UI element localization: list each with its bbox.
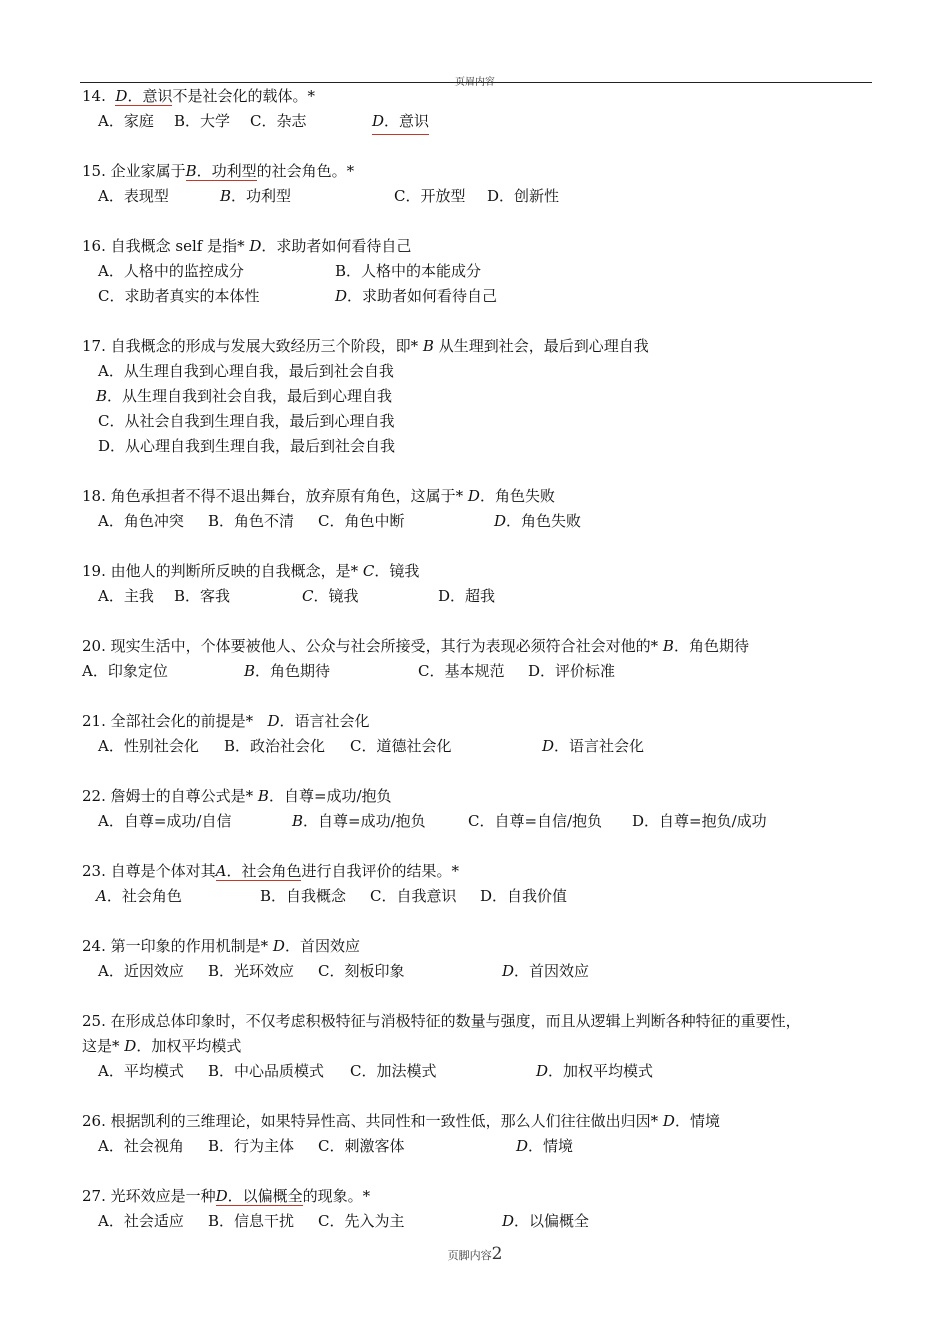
option-a: A．表现型 <box>98 187 169 205</box>
option-a: A．社会适应 <box>98 1212 184 1230</box>
header-rule <box>80 82 872 83</box>
question-stem: 20. 现实生活中，个体要被他人、公众与社会所接受，其行为表现必须符合社会对他的* B．角色期待 <box>82 637 749 655</box>
option-c-answer: C．镜我 <box>302 587 359 605</box>
question-stem: 26. 根据凯利的三维理论，如果特异性高、共同性和一致性低，那么人们往往做出归因* D．情境 <box>82 1112 720 1130</box>
question-17 <box>82 334 882 459</box>
option-c: C．自尊=自信/抱负 <box>468 812 603 830</box>
option-d: D．自我价值 <box>480 887 568 905</box>
option-a: A．平均模式 <box>98 1062 184 1080</box>
option-c: C．刺激客体 <box>318 1137 405 1155</box>
question-stem: 14. D．意识不是社会化的载体。* <box>82 87 315 105</box>
option-a: A．从生理自我到心理自我，最后到社会自我 <box>98 362 394 380</box>
option-b: B．角色不清 <box>208 512 295 530</box>
option-b: B．行为主体 <box>208 1137 295 1155</box>
option-a: A．角色冲突 <box>98 512 184 530</box>
option-a: A．人格中的监控成分 <box>98 262 244 280</box>
question-19 <box>82 559 882 609</box>
question-stem: 19. 由他人的判断所反映的自我概念，是* C．镜我 <box>82 562 420 580</box>
option-c: C．加法模式 <box>350 1062 437 1080</box>
page-footer <box>0 1244 950 1264</box>
option-b-answer: B．角色期待 <box>244 662 331 680</box>
option-c: C．基本规范 <box>418 662 505 680</box>
inline-answer: A．社会角色 <box>215 862 302 880</box>
question-stem: 15. 企业家属于B．功利型的社会角色。* <box>82 162 355 180</box>
question-15 <box>82 159 882 209</box>
option-c: C．角色中断 <box>318 512 405 530</box>
option-d-answer: D．语言社会化 <box>542 737 645 755</box>
option-b: B．大学 <box>174 112 231 130</box>
question-stem: 16. 自我概念 self 是指* D．求助者如何看待自己 <box>82 237 412 255</box>
option-b: B．客我 <box>174 587 231 605</box>
option-b: B．自我概念 <box>260 887 347 905</box>
question-20 <box>82 634 882 684</box>
option-d-answer: D．以偏概全 <box>502 1212 590 1230</box>
options-row <box>82 109 882 134</box>
options-row <box>82 1134 882 1159</box>
options-row <box>82 584 882 609</box>
option-d-answer: D．情境 <box>516 1137 574 1155</box>
option-d: D．从心理自我到生理自我，最后到社会自我 <box>98 437 396 455</box>
options-row <box>82 509 882 534</box>
option-a-answer: A．社会角色 <box>96 887 182 905</box>
option-c: C．开放型 <box>394 187 466 205</box>
question-stem: 22. 詹姆士的自尊公式是* B．自尊=成功/抱负 <box>82 787 392 805</box>
options-row <box>82 1209 882 1234</box>
question-stem: 25. 在形成总体印象时，不仅考虑积极特征与消极特征的数量与强度，而且从逻辑上判断各种特征的重要性， <box>82 1012 801 1030</box>
question-stem: 17. 自我概念的形成与发展大致经历三个阶段，即* B 从生理到社会，最后到心理自我 <box>82 337 649 355</box>
options-row <box>82 884 882 909</box>
option-d-answer: D．求助者如何看待自己 <box>335 287 498 305</box>
question-18 <box>82 484 882 534</box>
question-stem: 27. 光环效应是一种D．以偏概全的现象。* <box>82 1187 371 1205</box>
inline-answer: D．意识 <box>115 87 173 105</box>
question-stem: 21. 全部社会化的前提是* D．语言社会化 <box>82 712 370 730</box>
question-stem: 24. 第一印象的作用机制是* D．首因效应 <box>82 937 360 955</box>
question-14 <box>82 84 882 134</box>
option-a: A．主我 <box>98 587 154 605</box>
inline-answer: D．以偏概全 <box>215 1187 303 1205</box>
option-b-answer: B．从生理自我到社会自我，最后到心理自我 <box>96 387 393 405</box>
options-row <box>82 659 882 684</box>
option-a: A．社会视角 <box>98 1137 184 1155</box>
question-21 <box>82 709 882 759</box>
option-d-answer: D．意识 <box>372 109 429 135</box>
options-row <box>82 284 882 309</box>
inline-answer: B．功利型 <box>185 162 257 180</box>
option-b: B．光环效应 <box>208 962 295 980</box>
option-d: D．自尊=抱负/成功 <box>632 812 767 830</box>
options-row <box>82 1059 882 1084</box>
option-a: A．性别社会化 <box>98 737 199 755</box>
option-c: C．从社会自我到生理自我，最后到心理自我 <box>98 412 395 430</box>
option-a: A．印象定位 <box>82 662 168 680</box>
option-d: D．创新性 <box>487 187 560 205</box>
question-stem: 18. 角色承担者不得不退出舞台，放弃原有角色，这属于* D．角色失败 <box>82 487 555 505</box>
option-d-answer: D．加权平均模式 <box>536 1062 654 1080</box>
option-d: D．超我 <box>438 587 496 605</box>
option-b: B．政治社会化 <box>224 737 326 755</box>
question-22 <box>82 784 882 834</box>
option-b-answer: B．功利型 <box>220 187 292 205</box>
option-d-answer: D．首因效应 <box>502 962 590 980</box>
option-c: C．刻板印象 <box>318 962 405 980</box>
question-stem-line2: 这是* D．加权平均模式 <box>82 1037 242 1055</box>
page-number: 2 <box>491 1244 503 1264</box>
question-stem: 23. 自尊是个体对其A．社会角色进行自我评价的结果。* <box>82 862 459 880</box>
option-c: C．道德社会化 <box>350 737 452 755</box>
question-23 <box>82 859 882 909</box>
option-a: A．家庭 <box>98 112 154 130</box>
question-25 <box>82 1009 882 1084</box>
option-b-answer: B．自尊=成功/抱负 <box>292 812 426 830</box>
option-b: B．信息干扰 <box>208 1212 295 1230</box>
question-27 <box>82 1184 882 1234</box>
option-a: A．自尊=成功/自信 <box>98 812 232 830</box>
option-c: C．自我意识 <box>370 887 457 905</box>
options-row <box>82 959 882 984</box>
options-row <box>82 809 882 834</box>
footer-text: 页脚内容 <box>447 1249 492 1262</box>
options-row <box>82 734 882 759</box>
question-26 <box>82 1109 882 1159</box>
option-d: D．评价标准 <box>528 662 616 680</box>
option-c: C．杂志 <box>250 112 307 130</box>
option-c: C．求助者真实的本体性 <box>98 287 260 305</box>
document-body <box>82 84 882 1259</box>
option-d-answer: D．角色失败 <box>494 512 582 530</box>
options-row <box>82 184 882 209</box>
options-row <box>82 259 882 284</box>
option-a: A．近因效应 <box>98 962 184 980</box>
question-24 <box>82 934 882 984</box>
question-16 <box>82 234 882 309</box>
option-b: B．中心品质模式 <box>208 1062 325 1080</box>
option-c: C．先入为主 <box>318 1212 405 1230</box>
page-header: 页眉内容 <box>455 77 495 88</box>
option-b: B．人格中的本能成分 <box>335 262 482 280</box>
